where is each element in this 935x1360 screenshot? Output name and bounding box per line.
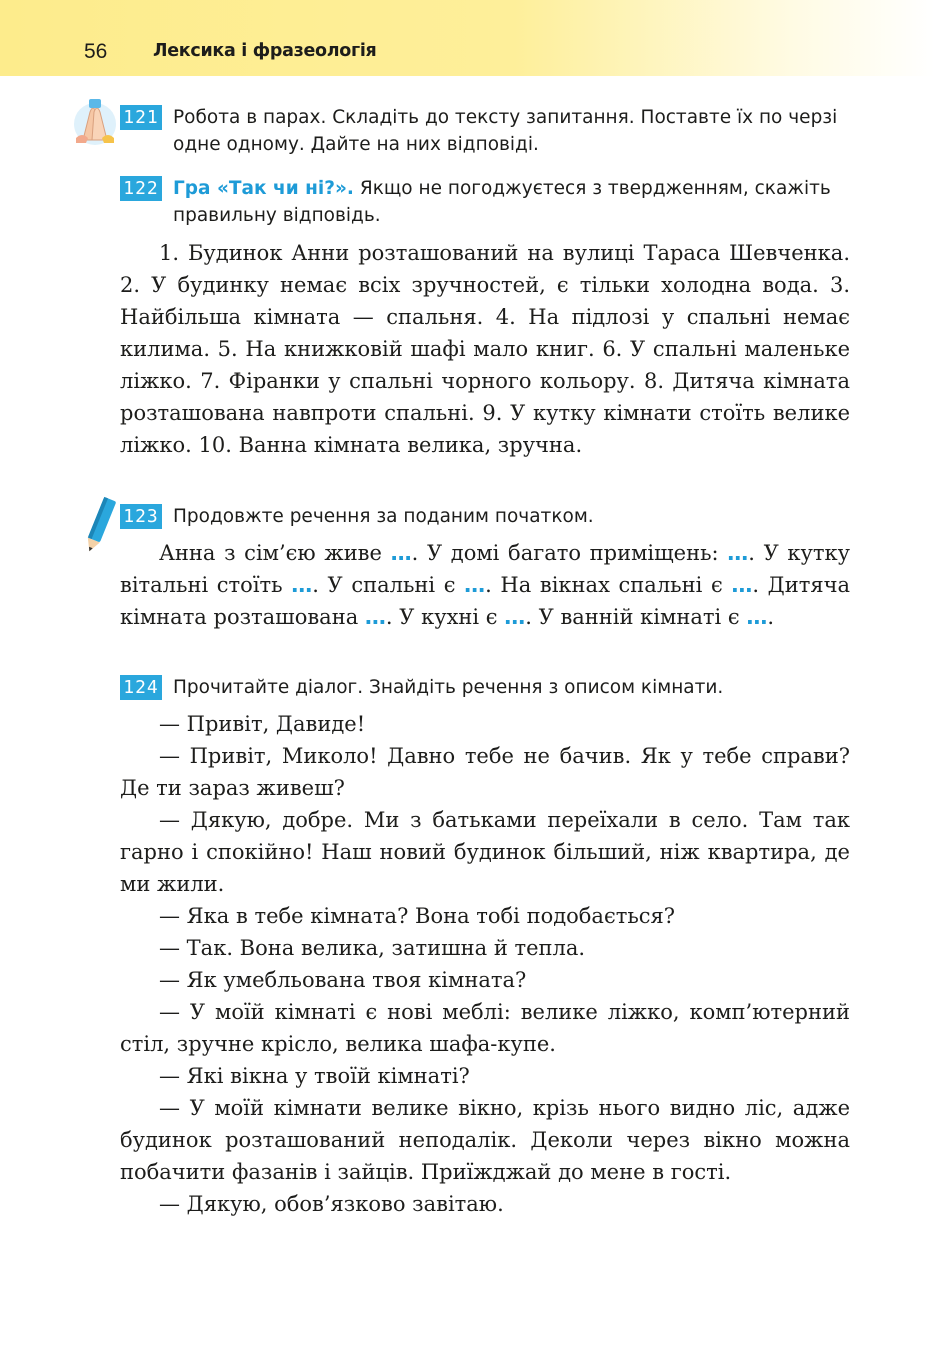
- sentence-start-2: . У домі багато приміщень:: [411, 541, 728, 565]
- dialog-line: — Дякую, добре. Ми з батьками переїхали в село. Там так гарно і спокійно! Наш новий будинок більший, ніж квартира, де ми жили.: [120, 808, 850, 896]
- sentence-start-7: . У кухні є: [385, 605, 505, 629]
- dialog-line: — Так. Вона велика, затишна й тепла.: [159, 936, 586, 960]
- exercise-122-instruction-block: [173, 175, 853, 229]
- exercise-124-instruction: Прочитайте діалог. Знайдіть речення з описом кімнати.: [173, 677, 724, 698]
- hands-pair-work-icon: [68, 96, 122, 146]
- sentence-start-3: . У кутку вітальні стоїть: [120, 541, 851, 597]
- dialog-line: — Як умебльована твоя кімната?: [159, 968, 527, 992]
- pencil-writing-icon: [82, 495, 116, 557]
- dialog-line: — Які вікна у твоїй кімнаті?: [159, 1064, 470, 1088]
- exercise-121-instruction: Робота в парах. Складіть до тексту запитання. Поставте їх по черзі одне одному. Дайте на них відповіді.: [173, 107, 838, 155]
- sentence-start-6: . Дитяча кімната розташована: [120, 573, 850, 629]
- exercise-123-instruction: Продовжте речення за поданим початком.: [173, 506, 594, 527]
- dialog-line: — Привіт, Давиде!: [159, 712, 366, 736]
- dialog-line: — Яка в тебе кімната? Вона тобі подобається?: [159, 904, 676, 928]
- dialog-line: — У моїй кімнаті є нові меблі: велике ліжко, комп’ютерний стіл, зручне крісло, велика шафа-купе.: [120, 1000, 850, 1056]
- dialog-line: — У моїй кімнати велике вікно, крізь нього видно ліс, адже будинок розташований неподалік. Деколи через вікно можна побачити фазанів і зайців. Приїжджай до мене в гості.: [120, 1096, 850, 1184]
- gap-marker: …: [390, 541, 412, 565]
- exercise-122-statements: 1. Будинок Анни розташований на вулиці Тараса Шевченка. 2. У будинку немає всіх зручностей, є тільки холодна вода. 3. Найбільша кімната — спальня. 4. На підлозі у спальні немає килима. 5. На книжковій шафі мало книг. 6. У спальні маленьке ліжко. 7. Фіранки у спальні чорного кольору. 8. Дитяча кімната розташована навпроти спальні. 9. У кутку кімнати стоїть велике ліжко. 10. Ванна кімната велика, зручна.: [120, 241, 850, 457]
- gap-marker: …: [727, 541, 749, 565]
- gap-marker: …: [364, 605, 386, 629]
- exercise-122-instruction: Якщо не погоджуєтеся з твердженням, скажіть правильну відповідь.: [173, 178, 831, 226]
- page-number: 56: [84, 40, 108, 63]
- exercise-number-124: 124: [120, 675, 162, 700]
- dialog-line: — Привіт, Миколо! Давно тебе не бачив. Як у тебе справи? Де ти зараз живеш?: [120, 744, 850, 800]
- gap-marker: …: [746, 605, 768, 629]
- sentence-start-8: . У ванній кімнаті є: [525, 605, 747, 629]
- exercise-number-121: 121: [120, 105, 162, 130]
- gap-marker: …: [464, 573, 486, 597]
- sentence-end: .: [767, 605, 775, 629]
- gap-marker: …: [291, 573, 313, 597]
- sentence-start-5: . На вікнах спальні є: [485, 573, 732, 597]
- exercise-123-text: [120, 537, 850, 633]
- page-header: [0, 0, 935, 76]
- sentence-start-1: Анна з сім’єю живе: [159, 541, 391, 565]
- section-title: Лексика і фразеологія: [153, 41, 377, 61]
- gap-marker: …: [731, 573, 753, 597]
- dialog-line: — Дякую, обов’язково завітаю.: [159, 1192, 504, 1216]
- exercise-number-123: 123: [120, 504, 162, 529]
- exercise-124-dialog: [120, 708, 850, 1220]
- sentence-start-4: . У спальні є: [312, 573, 465, 597]
- exercise-122-title: Гра «Так чи ні?».: [173, 178, 354, 199]
- exercise-number-122: 122: [120, 176, 162, 201]
- gap-marker: …: [504, 605, 526, 629]
- exercise-122-text: [120, 237, 850, 461]
